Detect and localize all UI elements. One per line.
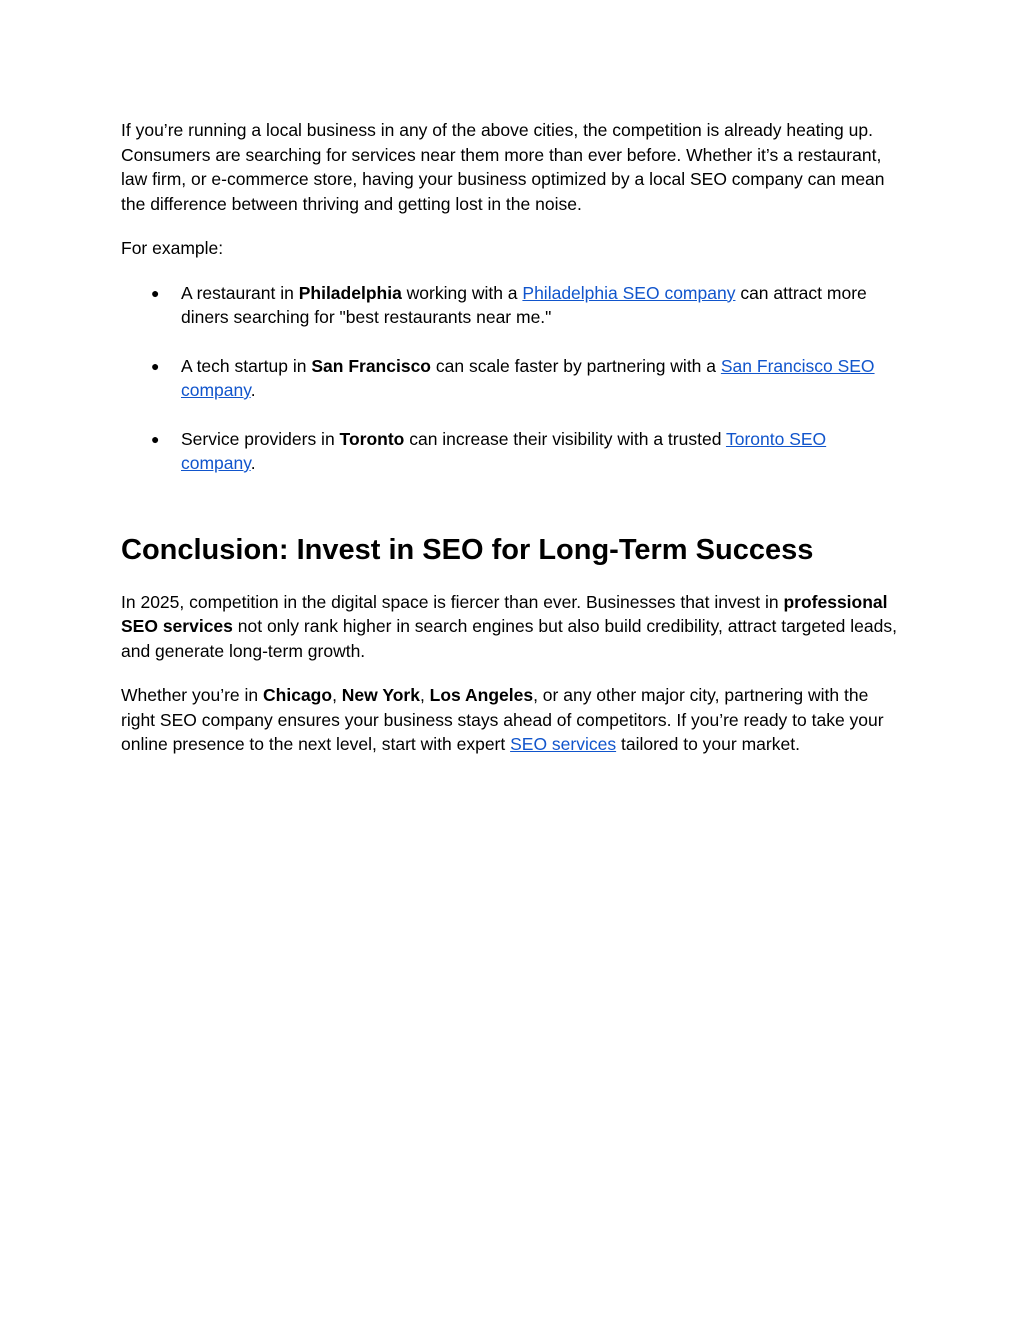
bullet-icon: ● <box>151 430 160 447</box>
list-item-text: Service providers in <box>181 428 340 449</box>
intro-paragraph: If you’re running a local business in any of the above cities, the competition is already heating up. Consumers are searching for services near them more than ever before. Whether it’s a restaurant, law firm, or e-commerce store, having your business optimized by a local SEO company can mean the difference between thriving and getting lost in the noise. <box>121 120 885 214</box>
paragraph-text: tailored to your market. <box>616 734 800 754</box>
city-name: Toronto <box>339 428 405 449</box>
list-item-text: . <box>250 380 256 400</box>
city-name: Philadelphia <box>298 282 402 303</box>
separator-text: , <box>332 685 342 705</box>
city-name: Los Angeles <box>429 685 534 705</box>
list-item-text: can attract more diners searching for "best restaurants near me." <box>181 282 867 327</box>
list-item-text: A restaurant in <box>181 282 299 303</box>
bullet-icon: ● <box>151 357 160 374</box>
example-list <box>121 281 905 476</box>
paragraph-text: In 2025, competition in the digital space is fiercer than ever. Businesses that invest in <box>121 591 784 612</box>
conclusion-paragraph-2 <box>121 683 905 757</box>
city-name: New York <box>341 685 420 705</box>
list-item-text: . <box>250 453 256 473</box>
list-item-san-francisco <box>121 354 905 403</box>
emphasis-text: professional SEO services <box>121 591 888 636</box>
bullet-icon: ● <box>151 284 160 301</box>
paragraph-text: , or any other major city, partnering with the right SEO company ensures your business stays ahead of competitors. If you’re ready to take your online presence to the next level, start with expert <box>121 685 884 754</box>
list-item-toronto <box>121 427 905 476</box>
separator-text: , <box>419 685 430 705</box>
list-item-text: A tech startup in <box>181 355 312 376</box>
paragraph-text: Whether you’re in <box>121 685 264 705</box>
seo-services-link[interactable]: SEO services <box>510 734 617 754</box>
list-item-text: working with a <box>401 282 523 303</box>
toronto-seo-link[interactable]: Toronto SEO company <box>181 428 827 473</box>
list-item-philadelphia <box>121 281 905 330</box>
city-name: Chicago <box>263 685 333 705</box>
paragraph-text: not only rank higher in search engines but also build credibility, attract targeted leads, and generate long-term growth. <box>121 616 897 661</box>
conclusion-paragraph-1 <box>121 590 905 664</box>
example-label: For example: <box>121 238 224 258</box>
list-item-text: can increase their visibility with a trusted <box>404 428 726 449</box>
section-heading: Conclusion: Invest in SEO for Long-Term Success <box>121 533 814 566</box>
philadelphia-seo-link[interactable]: Philadelphia SEO company <box>522 282 736 303</box>
san-francisco-seo-link[interactable]: San Francisco SEO company <box>181 355 875 400</box>
city-name: San Francisco <box>311 355 431 376</box>
document-page <box>121 118 905 757</box>
list-item-text: can scale faster by partnering with a <box>431 355 721 376</box>
